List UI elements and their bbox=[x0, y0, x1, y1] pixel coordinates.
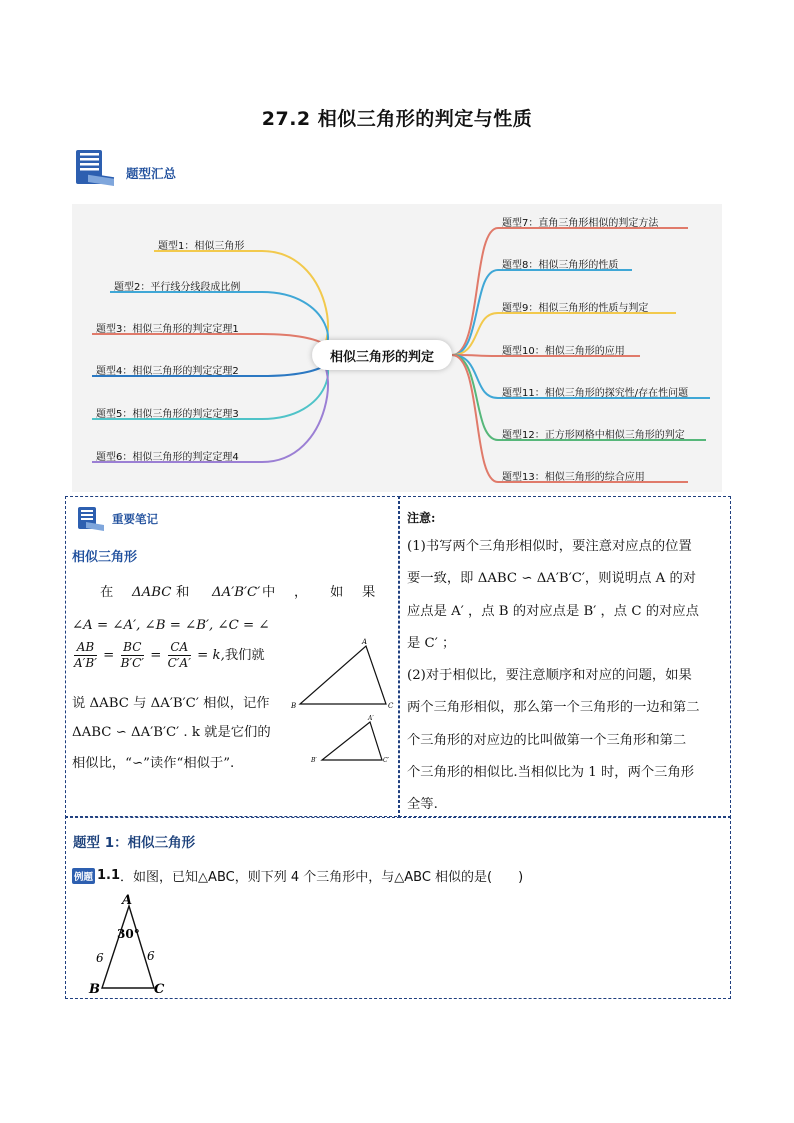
mindmap-topic-1: 题型1：相似三角形 bbox=[158, 241, 245, 252]
mindmap-center-node: 相似三角形的判定 bbox=[312, 340, 452, 370]
mindmap-topic-12: 题型12：正方形网格中相似三角形的判定 bbox=[502, 430, 685, 441]
summary-banner-label: 题型汇总 bbox=[126, 166, 177, 181]
notes-banner-label: 重要笔记 bbox=[112, 512, 158, 526]
mindmap-topic-4: 题型4：相似三角形的判定定理2 bbox=[96, 366, 239, 377]
notebook-icon bbox=[76, 506, 106, 532]
mindmap-topic-9: 题型9：相似三角形的性质与判定 bbox=[502, 303, 649, 314]
question-number: 1.1 bbox=[97, 868, 121, 883]
question-text: ．如图，已知△ABC，则下列 4 个三角形中，与△ABC 相似的是( ) bbox=[120, 870, 524, 885]
notes-banner bbox=[76, 506, 158, 532]
topic-mindmap bbox=[72, 204, 722, 492]
attention-body bbox=[407, 531, 723, 822]
label-a: A bbox=[362, 638, 368, 646]
ratio-ab: $\frac{AB}{A'B'}$ bbox=[74, 640, 97, 670]
similar-triangles-heading: 相似三角形 bbox=[72, 550, 138, 565]
triangle-abc bbox=[300, 646, 386, 704]
label-a-prime: A′ bbox=[368, 715, 374, 722]
mindmap-topic-13: 题型13：相似三角形的综合应用 bbox=[502, 472, 645, 483]
triangle-abc-isosceles bbox=[102, 906, 154, 988]
notes-line-6: 相似比，“∽”读作“相似于”. bbox=[72, 756, 235, 771]
document-title: 27.2 相似三角形的判定与性质 bbox=[261, 108, 533, 130]
book-stack-icon bbox=[74, 148, 120, 188]
example-badge: 例题 bbox=[72, 868, 95, 884]
summary-banner bbox=[74, 148, 176, 188]
mindmap-branch-right-13 bbox=[452, 355, 688, 482]
label-b-prime: B′ bbox=[311, 757, 317, 764]
angle-label: 30° bbox=[117, 927, 140, 941]
mindmap-branch-left-3 bbox=[92, 334, 328, 355]
triangle-a1b1c1 bbox=[322, 722, 382, 760]
mindmap-topic-3: 题型3：相似三角形的判定定理1 bbox=[96, 324, 239, 335]
mindmap-topic-5: 题型5：相似三角形的判定定理3 bbox=[96, 409, 239, 420]
label-b: B bbox=[89, 982, 100, 997]
notes-ratio-line: $\frac{AB}{A'B'}$ = $\frac{BC}{B'C'}$ = $\frac{CA}{C'A'}$ = k,我们就 bbox=[74, 640, 265, 670]
notes-line-2: ∠A = ∠A′, ∠B = ∠B′, ∠C = ∠ bbox=[72, 618, 270, 633]
mindmap-branch-left-1 bbox=[154, 251, 328, 355]
mindmap-topic-6: 题型6：相似三角形的判定定理4 bbox=[96, 452, 239, 463]
mindmap-topic-10: 题型10：相似三角形的应用 bbox=[502, 346, 625, 357]
mindmap-branch-right-7 bbox=[452, 228, 688, 355]
right-side-label: 6 bbox=[147, 949, 155, 963]
attention-line-7: 个三角形的对应边的比叫做第一个三角形和第二 bbox=[407, 732, 687, 748]
mindmap-topic-8: 题型8：相似三角形的性质 bbox=[502, 260, 619, 271]
attention-line-5: (2)对于相似比，要注意顺序和对应的问题，如果 bbox=[407, 668, 692, 684]
notes-line-1: 在 ΔABC 和 ΔA′B′C′ 中 ， 如 果 bbox=[100, 585, 376, 600]
label-c: C bbox=[388, 702, 394, 710]
left-side-label: 6 bbox=[96, 951, 104, 965]
mindmap-topic-11: 题型11：相似三角形的探究性/存在性问题 bbox=[502, 388, 689, 399]
label-c-prime: C′ bbox=[383, 757, 389, 764]
mindmap-topic-7: 题型7：直角三角形相似的判定方法 bbox=[502, 218, 659, 229]
label-c: C bbox=[154, 982, 165, 997]
label-b: B bbox=[291, 702, 297, 710]
label-a: A bbox=[122, 893, 133, 908]
attention-line-9: 全等. bbox=[407, 797, 438, 813]
mindmap-topic-2: 题型2：平行线分线段成比例 bbox=[114, 282, 241, 293]
ratio-bc: $\frac{BC}{B'C'}$ bbox=[120, 640, 145, 670]
notes-line-4: 说 ΔABC 与 ΔA′B′C′ 相似，记作 bbox=[72, 696, 270, 711]
attention-line-1: (1)书写两个三角形相似时，要注意对应点的位置 bbox=[407, 539, 692, 554]
attention-line-3: 应点是 A′ ，点 B 的对应点是 B′ ，点 C 的对应点 bbox=[407, 603, 699, 619]
question-triangle-figure bbox=[86, 892, 176, 998]
topic1-heading: 题型 1：相似三角形 bbox=[73, 835, 196, 851]
attention-line-8: 个三角形的相似比.当相似比为 1 时，两个三角形 bbox=[407, 765, 695, 781]
attention-line-4: 是 C′ ； bbox=[407, 635, 456, 651]
attention-line-2: 要一致，即 ΔABC ∽ ΔA′B′C′，则说明点 A 的对 bbox=[407, 571, 697, 587]
attention-heading: 注意: bbox=[407, 511, 436, 525]
attention-line-6: 两个三角形相似，那么第一个三角形的一边和第二 bbox=[407, 700, 700, 716]
notes-line-5: ΔABC ∽ ΔA′B′C′ . k 就是它们的 bbox=[72, 725, 271, 740]
ratio-ca: $\frac{CA}{C'A'}$ bbox=[167, 640, 191, 670]
similar-triangles-figure bbox=[286, 636, 398, 772]
question-1-1 bbox=[72, 866, 523, 885]
